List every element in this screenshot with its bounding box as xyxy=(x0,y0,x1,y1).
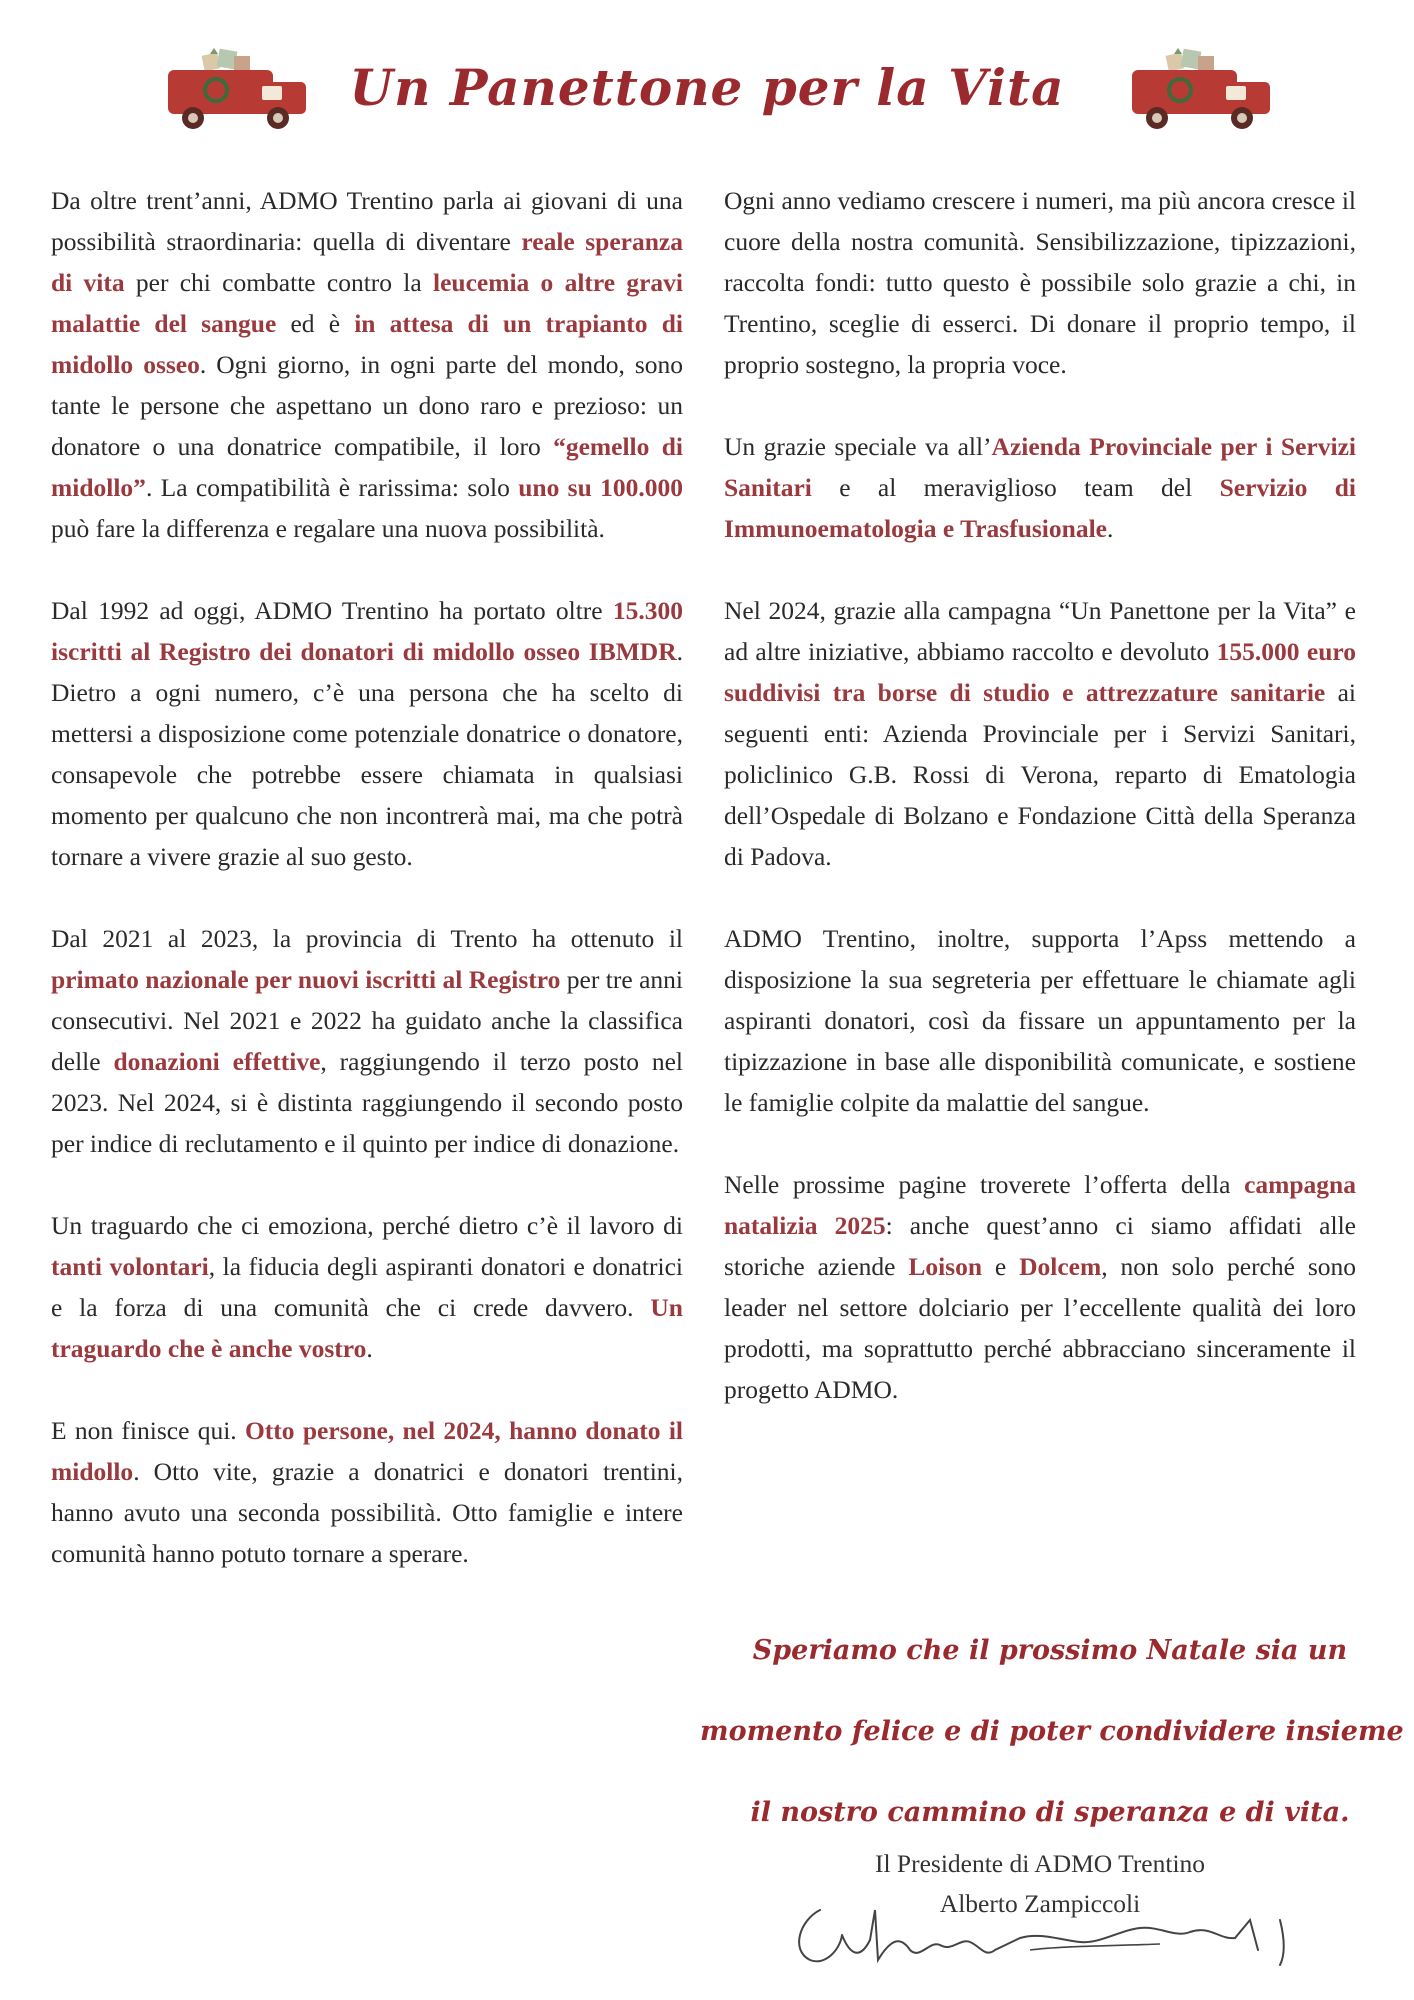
highlight: Un traguardo che è anche vostro xyxy=(51,1293,683,1363)
highlight: leucemia o altre gravi malattie del sangue xyxy=(51,268,684,338)
highlight: Dolcem xyxy=(1019,1252,1102,1281)
paragraph: Ogni anno vediamo crescere i numeri, ma più ancora cresce il cuore della nostra comunità. Sensibilizzazione, tipizzazioni, raccolta fondi: tutto questo è possibile solo grazie a chi, in Trentino, sceglie di esserci. Di donare il proprio tempo, il proprio sostegno, la propria voce. xyxy=(724,186,1356,379)
handwritten-signature xyxy=(780,1880,1320,1980)
highlight: 15.300 iscritti al Registro dei donatori di midollo osseo IBMDR xyxy=(51,596,683,666)
paragraph: E non finisce qui. Otto persone, nel 2024, hanno donato il midollo. Otto vite, grazie a donatrici e donatori trentini, hanno avuto una seconda possibilità. Otto famiglie e intere comunità hanno potuto tornare a sperare. xyxy=(51,1416,683,1568)
page-title: Un Panettone per la Vita xyxy=(349,58,1065,117)
highlight: Otto persone, nel 2024, hanno donato il midollo xyxy=(51,1416,683,1486)
highlight: primato nazionale per nuovi iscritti al Registro xyxy=(51,965,561,994)
signature-name: Alberto Zampiccoli xyxy=(939,1889,1141,1918)
closing-line: il nostro cammino di speranza e di vita. xyxy=(750,1797,1350,1828)
left-column xyxy=(51,180,683,1615)
paragraph: Un traguardo che ci emoziona, perché dietro c’è il lavoro di tanti volontari, la fiducia degli aspiranti donatori e donatrici e la forza di una comunità che ci crede davvero. Un traguardo che è anche vostro. xyxy=(51,1211,683,1363)
right-column xyxy=(724,180,1356,1451)
paragraph: Dal 2021 al 2023, la provincia di Trento ha ottenuto il primato nazionale per nuovi iscritti al Registro per tre anni consecutivi. Nel 2021 e 2022 ha guidato anche la classifica delle donazioni effettive, raggiungendo il terzo posto nel 2023. Nel 2024, si è distinta raggiungendo il secondo posto per indice di reclutamento e il quinto per indice di donazione. xyxy=(51,924,683,1158)
highlight: 155.000 euro suddivisi tra borse di studio e attrezzature sanitarie xyxy=(724,637,1356,707)
closing-message xyxy=(700,1610,1404,1853)
paragraph: Dal 1992 ad oggi, ADMO Trentino ha portato oltre 15.300 iscritti al Registro dei donatori di midollo osseo IBMDR. Dietro a ogni numero, c’è una persona che ha scelto di mettersi a disposizione come potenziale donatrice o donatore, consapevole che potrebbe essere chiamata in qualsiasi momento per qualcuno che non incontrerà mai, ma che potrà tornare a vivere grazie al suo gesto. xyxy=(51,596,683,871)
paragraph: ADMO Trentino, inoltre, supporta l’Apss mettendo a disposizione la sua segreteria per effettuare le chiamate agli aspiranti donatori, così da fissare un appuntamento per la tipizzazione in base alle disponibilità comunicate, e sostiene le famiglie colpite da malattie del sangue. xyxy=(724,924,1356,1117)
highlight: reale speranza di vita xyxy=(51,227,683,297)
paragraph: Nel 2024, grazie alla campagna “Un Panettone per la Vita” e ad altre iniziative, abbiamo raccolto e devoluto 155.000 euro suddivisi tra borse di studio e attrezzature sanitarie ai seguenti enti: Azienda Provinciale per i Servizi Sanitari, policlinico G.B. Rossi di Verona, reparto di Ematologia dell’Ospedale di Bolzano e Fondazione Città della Speranza di Padova. xyxy=(724,596,1356,871)
highlight: Servizio di Immunoematologia e Trasfusionale xyxy=(724,473,1356,543)
highlight: in attesa di un trapianto di midollo osseo xyxy=(51,309,683,379)
closing-line: Speriamo che il prossimo Natale sia un xyxy=(752,1635,1348,1666)
closing-line: momento felice e di poter condividere insieme xyxy=(700,1716,1404,1747)
highlight: “gemello di midollo” xyxy=(51,432,683,502)
highlight: donazioni effettive xyxy=(113,1047,321,1076)
signature-role: Il Presidente di ADMO Trentino xyxy=(874,1849,1206,1878)
red-truck-icon xyxy=(1112,46,1277,138)
header xyxy=(0,40,1414,150)
paragraph: Un grazie speciale va all’Azienda Provinciale per i Servizi Sanitari e al meraviglioso team del Servizio di Immunoematologia e Trasfusionale. xyxy=(724,432,1356,543)
paragraph: Nelle prossime pagine troverete l’offerta della campagna natalizia 2025: anche quest’anno ci siamo affidati alle storiche aziende Loison e Dolcem, non solo perché sono leader nel settore dolciario per l’eccellente qualità dei loro prodotti, ma soprattutto perché abbracciano sinceramente il progetto ADMO. xyxy=(724,1170,1356,1404)
paragraph: Da oltre trent’anni, ADMO Trentino parla ai giovani di una possibilità straordinaria: quella di diventare reale speranza di vita per chi combatte contro la leucemia o altre gravi malattie del sangue ed è in attesa di un trapianto di midollo osseo. Ogni giorno, in ogni parte del mondo, sono tante le persone che aspettano un dono raro e prezioso: un donatore o una donatrice compatibile, il loro “gemello di midollo”. La compatibilità è rarissima: solo uno su 100.000 può fare la differenza e regalare una nuova possibilità. xyxy=(51,186,684,543)
highlight: campagna natalizia 2025 xyxy=(724,1170,1356,1240)
highlight: Loison xyxy=(908,1252,983,1281)
highlight: Azienda Provinciale per i Servizi Sanitari xyxy=(724,432,1356,502)
highlight: tanti volontari xyxy=(51,1252,209,1281)
highlight: uno su 100.000 xyxy=(518,473,683,502)
